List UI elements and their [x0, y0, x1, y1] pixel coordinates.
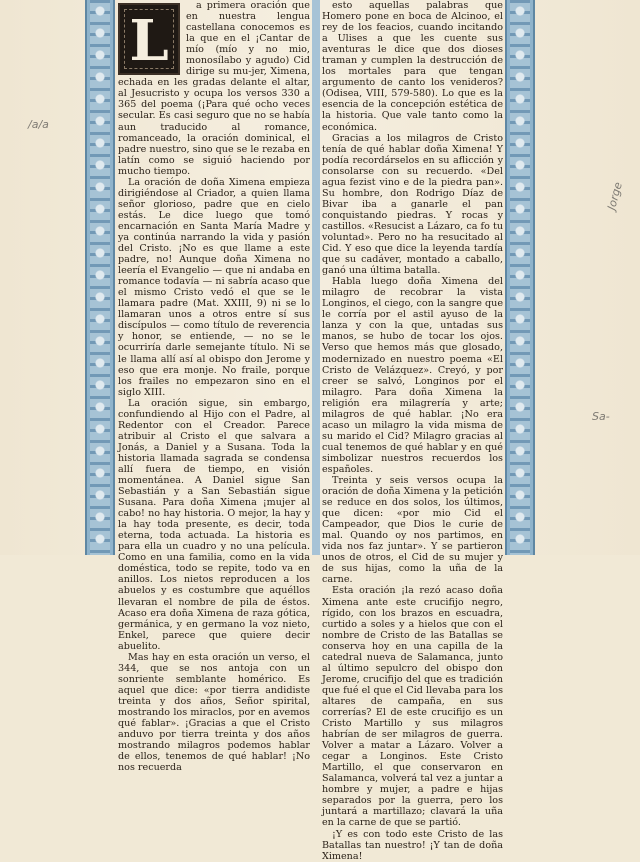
left-ornamental-border — [85, 0, 115, 555]
right-ornamental-border — [505, 0, 535, 555]
paragraph: Mas hay en esta oración un verso, el 344, que se nos antoja con un sonriente semblante homérico. Es aquel que dice: «por tierra andidiste treinta y dos años, Señor spirital, mostrando los miraclos, por en avemos qué fablar». ¡Gracias a que el Cristo anduvo por tierra treinta y dos años mostrando milagros podemos hablar de ellos, tenemos de qué hablar! ¡No nos recuerda — [118, 651, 310, 774]
left-text-column — [118, 0, 310, 774]
paragraph: ¡Y es con todo este Cristo de las Batallas tan nuestro! ¡Y tan de doña Ximena! — [322, 828, 503, 862]
drop-cap-initial: L — [118, 3, 180, 75]
right-text-column — [322, 0, 503, 862]
margin-note-right-top: Jorge — [605, 180, 625, 212]
paragraph: Habla luego doña Ximena del milagro de recobrar la vista Longinos, el ciego, con la sangre que le corría por el astil ayuso de la lanza y con la que, untadas sus manos, se hubo de tocar los ojos. Verso que hemos más que glosado, modernizado en nuestro poema «El Cristo de Velázquez». Creyó, y por creer se salvó, Longinos por el milagro. Para doña Ximena la religión era milagrería y arte; milagros de qué hablar. ¡No era acaso un milagro la vida misma de su marido el Cid? Milagro gracias al cual tenemos de qué hablar y en qué simbolizar nuestros recuerdos los españoles. — [322, 276, 503, 475]
paragraph: esto aquellas palabras que Homero pone en boca de Alcinoo, el rey de los feacios, cuando incitando a Ulises a que les cuente sus aventuras le dice que dos dioses traman y cumplen la destrucción de los mortales para que tengan argumento de canto los venideros? (Odisea, VIII, 579-580). Lo que es la esencia de la concepción estética de la historia. Que vale tanto como la económica. — [322, 0, 503, 133]
margin-note-right-bottom: Sa- — [592, 410, 610, 423]
paragraph: La oración sigue, sin embargo, confundiendo al Hijo con el Padre, al Redentor con el Creador. Parece atribuir al Cristo el que salvara a Jonás, a Daniel y a Susana. Toda la historia llamada sagrada se condensa allí fuera de tiempo, en visión momentánea. A Daniel sigue San Sebastián y a San Sebastián sigue Susana. Para doña Ximena ¡mujer al cabo! no hay historia. O mejor, la hay y la hay toda presente, es decir, toda eterna, toda actuada. La historia es para ella un cuadro y no una película. Como en una familia, como en la vida doméstica, todo se repite, todo va en anillos. Los nietos reproducen a los abuelos y es costumbre que aquéllos llevaran el nombre de pila de éstos. Acaso era doña Ximena de raza gótica, germánica, y en germano la voz nieto, Enkel, parece que quiere decir abuelito. — [118, 397, 310, 652]
paragraph: Esta oración ¡la rezó acaso doña Ximena ante este crucifijo negro, rígido, con los brazos en escuadra, curtido a soles y a hielos que con el nombre de Cristo de las Batallas se conserva hoy en una capilla de la catedral nueva de Salamanca, junto al último sepulcro del obispo don Jerome, crucifijo del que es tradición que fué el que el Cid llevaba para los altares de campaña, en sus correrías? El de este crucifijo es un Cristo Martillo y sus milagros habrían de ser milagros de guerra. Volver a matar a Lázaro. Volver a cegar a Longinos. Este Cristo Martillo, el que conservaron en Salamanca, volverá tal vez a juntar a hombre y mujer, a padre e hijas separados por la guerra, pero los juntará a martillazo; clavará la uña en la carne de que se partió. — [322, 585, 503, 829]
column-divider — [312, 0, 320, 555]
paragraph: Treinta y seis versos ocupa la oración de doña Ximena y la petición se reduce en dos solos, los últimos, que dicen: «por mio Cid el Campeador, que Dios le curie de mal. Quando oy nos partimos, en vida nos faz juntar». Y se partieron unos de otros, el Cid de su mujer y de sus hijas, como la uña de la carne. — [322, 475, 503, 586]
paragraph: a primera oración que en nuestra lengua castellana conocemos es la que en el ¡Cantar de mío (mío y no mio, monosílabo y agudo) Cid dirige su mu-jer, Ximena, echada en les gradas delante el altar, al Jesucristo y ocupa los versos 330 a 365 del poema (¡Para qué ocho veces secular. Es casi seguro que no se había aun traducido al romance, romanceado, la oración dominical, el padre nuestro, sino que se le rezaba en latín como se siguió haciendo por mucho tiempo. — [118, 0, 310, 177]
paragraph: Gracias a los milagros de Cristo tenía de qué hablar doña Ximena! Y podía recordárselos en su aflicción y consolarse con su recuerdo. «Del agua fezist vino e de la piedra pan». Su hombre, don Rodrigo Díaz de Bivar iba a ganarle el pan conquistando piedras. Y rocas y castillos. «Resucist a Lázaro, ca fo tu voluntad». Pero no ha resucitado al Cid. Y eso que dice la leyenda tardía que su cadáver, montado a caballo, ganó una última batalla. — [322, 132, 503, 277]
paragraph: La oración de doña Ximena empieza dirigiéndose al Criador, a quien llama señor glorioso, padre que en cielo estás. Le dice luego que tomó encarnación en Santa María Madre y ya continúa narrando la vida y pasión del Cristo. ¡No es que llame a este padre, no! Aunque doña Ximena no leería el Evangelio — que ni andaba en romance todavía — ni sabría acaso que el mismo Cristo vedó el que se le llamara padre (Mat. XXIII, 9) ni se lo llamaran unos a otros entre sí sus discípulos — como título de reverencia y honor, se entiende, — no se le ocurriría darle semejante título. Ni se le llama allí así al obispo don Jerome y eso que era monje. No fraile, porque los frailes no empezaron sino en el siglo XIII. — [118, 176, 310, 398]
margin-note-left: /a/a — [28, 118, 49, 131]
